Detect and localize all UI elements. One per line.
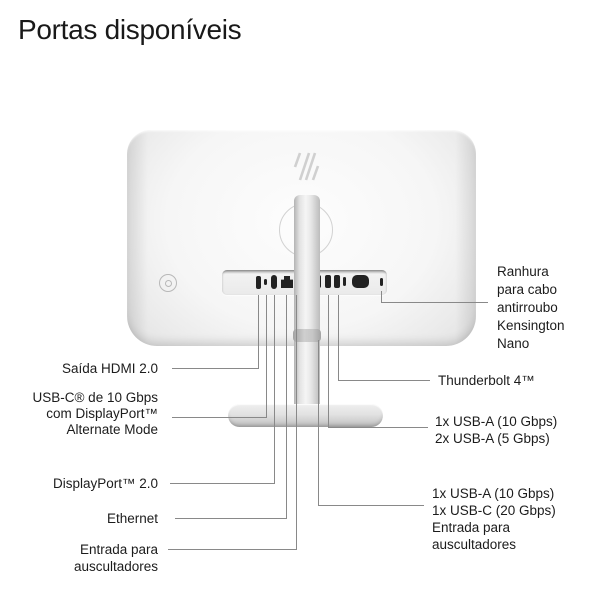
label-bottom-right-group: 1x USB-A (10 Gbps) 1x USB-C (20 Gbps) Entrada para auscultadores [432,486,556,552]
label-hdmi-out: Saída HDMI 2.0 [61,361,158,376]
displayport-port [271,275,277,289]
label-usbc-displayport: USB-C® de 10 Gbps com DisplayPort™ Alternate Mode [32,390,158,437]
page-title: Portas disponíveis [18,14,242,45]
power-connector-port [352,275,369,288]
stand-column [294,195,320,410]
usb-a-port-3 [334,275,340,288]
label-headphone-left: Entrada para auscultadores [73,542,158,574]
stand-base [228,404,383,427]
hp-logo [290,148,324,188]
thunderbolt-port [343,277,346,286]
label-thunderbolt: Thunderbolt 4™ [438,373,535,388]
label-kensington: Ranhura para cabo antirroubo Kensington Nano [497,264,565,351]
power-button-dot [165,280,172,287]
usb-a-port-2 [325,275,331,288]
label-ethernet: Ethernet [106,511,158,526]
kensington-nano-slot [380,278,383,286]
usb-c-10gbps-port [264,279,267,285]
hdmi-port [256,276,261,289]
label-usba-group: 1x USB-A (10 Gbps) 2x USB-A (5 Gbps) [435,414,558,446]
power-button [159,274,177,292]
label-displayport: DisplayPort™ 2.0 [52,476,158,491]
stand-cable-clamp [293,329,321,342]
